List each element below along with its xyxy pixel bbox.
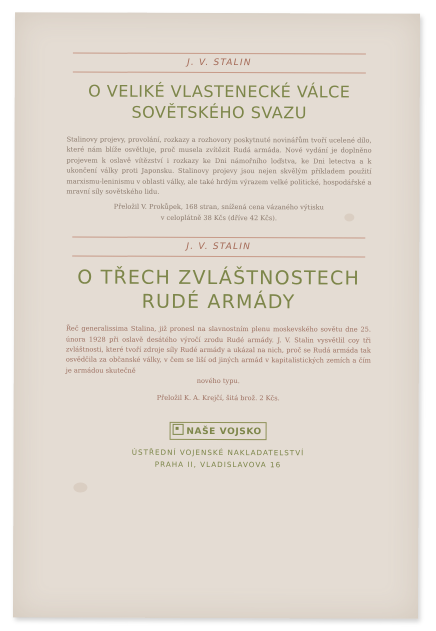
translator-line: v celoplátně 38 Kčs (dříve 42 Kčs).	[160, 213, 277, 223]
book-ad-1	[66, 52, 372, 223]
paper-sheet	[13, 12, 420, 618]
author-heading: J. V. STALIN	[73, 52, 366, 73]
publisher-logo	[66, 419, 371, 441]
publisher-address	[65, 447, 370, 472]
book-ad-2	[66, 237, 372, 404]
star-emblem-icon	[172, 424, 183, 435]
book-title	[67, 80, 372, 123]
title-line: SOVĚTSKÉHO SVAZU	[131, 102, 307, 123]
logo-text: NAŠE VOJSKO	[186, 426, 262, 438]
title-line: O TŘECH ZVLÁŠTNOSTECH	[77, 266, 361, 290]
author-heading: J. V. STALIN	[72, 237, 365, 258]
title-line: RUDÉ ARMÁDY	[141, 290, 296, 314]
title-line: O VELIKÉ VLASTENECKÉ VÁLCE	[88, 81, 351, 102]
logo-badge	[169, 422, 266, 440]
book-title	[66, 266, 371, 315]
page-content	[65, 52, 371, 471]
translator-price	[66, 202, 371, 224]
translator-price: Přeložil K. A. Krejčí, šitá brož. 2 Kčs.	[156, 393, 280, 402]
stain	[73, 483, 87, 493]
description-end: nového typu.	[196, 377, 240, 386]
publisher-street: PRAHA II, VLADISLAVOVA 16	[154, 459, 282, 470]
description: Stalinovy projevy, provolání, rozkazy a rozhovory poskytnuté novinářům tvoří ucelené dílo, které nám blíže osvětluje, proč musela zvítězit Rudá armáda. Nové vydání je doplněno projevem k oslavě vítězství i rozkazy ke Dni námořního loďstva, ke Dni letectva a k ukončení války proti Japonsku. Stalinovy projevy jsou nejen skvělým příkladem použití marxismu-leninismu v oblasti války, ale také hrdým výrazem velké politické, hospodářské a mravní síly sovětského lidu.	[66, 135, 372, 196]
description-text: Řeč generalissima Stalina, již pronesl na slavnostním plenu moskevského sovětu dne 25. února 1928 při oslavě desátého výročí zrodu Rudé armády. J. V. Stalin vysvětlil coy tři zvláštnosti, které tvoří zdroje síly Rudé armády a ukázal na nich, proč se Rudá armáda tak osvědčila za občanské války, v čem se liší od jiných armád v kapitalistických zemích a čím je armádou skutečně	[65, 324, 371, 375]
publisher-name: ÚSTŘEDNÍ VOJENSKÉ NAKLADATELSTVÍ	[131, 447, 305, 458]
description	[66, 324, 371, 388]
translator-line: Přeložil V. Prokůpek, 168 stran, snížená cena vázaného výtisku	[113, 203, 324, 212]
